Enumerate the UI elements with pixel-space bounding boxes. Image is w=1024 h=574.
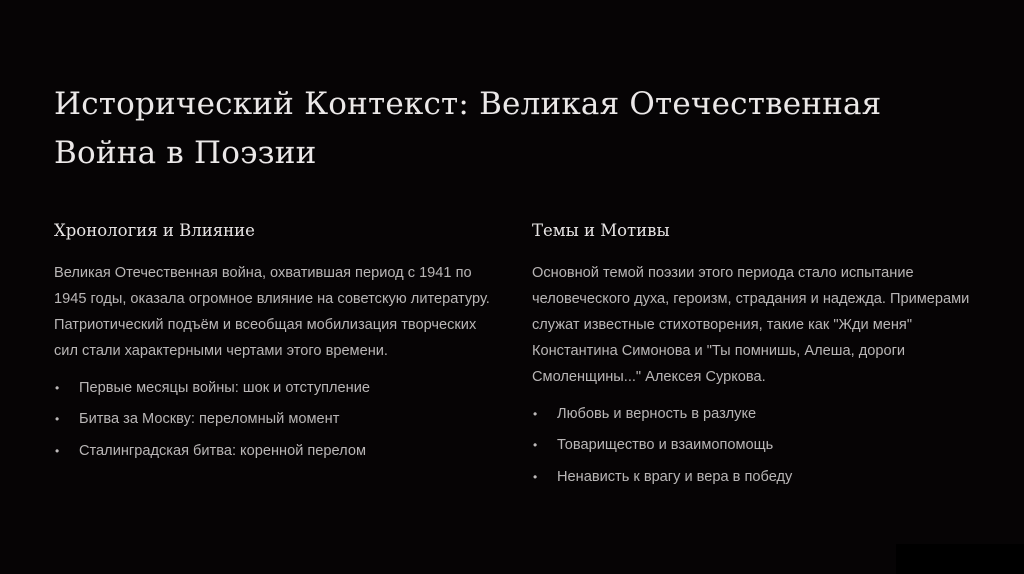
right-column-paragraph: Основной темой поэзии этого периода стало испытание человеческого духа, героизм, страдания и надежда. Примерами служат известные стихотворения, такие как "Жди меня" Константина Симонова и "Ты помнишь, Алеша, дороги Смоленщины..." Алексея Суркова. <box>532 265 970 385</box>
bullet-icon: • <box>533 469 538 484</box>
left-bullet-list <box>54 372 494 467</box>
bullet-icon: • <box>55 412 60 427</box>
bullet-icon: • <box>55 380 60 395</box>
list-item-text: Любовь и верность в разлуке <box>557 405 757 422</box>
list-item-text: Первые месяцы войны: шок и отступление <box>79 379 370 396</box>
list-item <box>54 435 494 467</box>
list-item-text: Сталинградская битва: коренной перелом <box>79 442 366 459</box>
list-item <box>532 461 972 493</box>
slide-title: Исторический Контекст: Великая Отечественная Война в Поэзии <box>54 86 882 171</box>
list-item-text: Ненависть к врагу и вера в победу <box>557 468 793 485</box>
bullet-icon: • <box>533 438 538 453</box>
right-bullet-list <box>532 398 972 493</box>
left-column <box>54 218 494 467</box>
left-column-heading: Хронология и Влияние <box>54 221 255 240</box>
list-item <box>532 398 972 430</box>
list-item-text: Товарищество и взаимопомощь <box>557 437 774 454</box>
left-column-paragraph: Великая Отечественная война, охватившая период с 1941 по 1945 годы, оказала огромное влияние на советскую литературу. Патриотический подъём и всеобщая мобилизация творческих сил стали характерными чертами этого времени. <box>54 265 490 359</box>
corner-overlay <box>896 544 1024 574</box>
bullet-icon: • <box>533 406 538 421</box>
right-column-heading: Темы и Мотивы <box>532 221 670 240</box>
list-item <box>532 430 972 462</box>
list-item <box>54 404 494 436</box>
right-column <box>532 218 972 493</box>
list-item-text: Битва за Москву: переломный момент <box>79 411 340 428</box>
list-item <box>54 372 494 404</box>
bullet-icon: • <box>55 443 60 458</box>
